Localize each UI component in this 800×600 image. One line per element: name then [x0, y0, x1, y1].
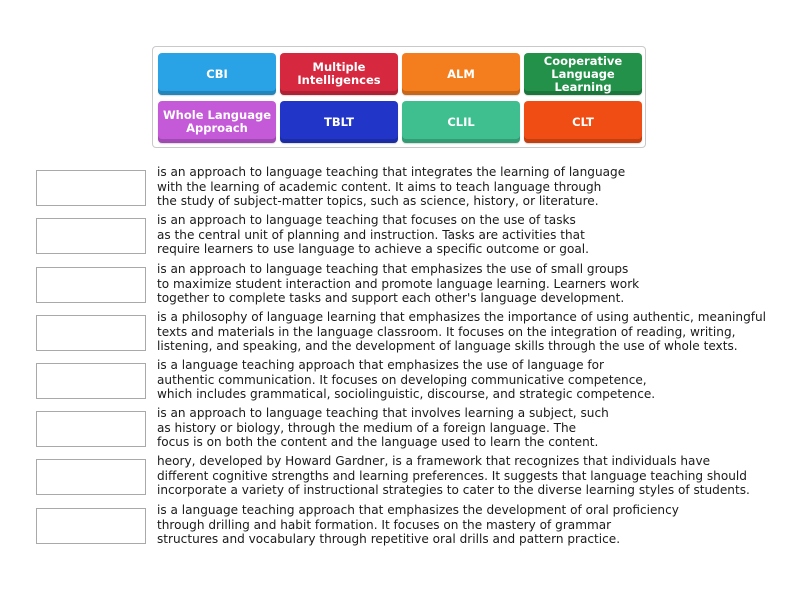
tile-clt[interactable]: CLT: [524, 101, 642, 143]
description-2: is an approach to language teaching that focuses on the use of tasks as the central unit of planning and instruction. Tasks are activities that require learners to use language to achieve a specific outcome or goal.: [157, 213, 589, 257]
drop-slot-3[interactable]: [36, 267, 146, 303]
drop-slot-2[interactable]: [36, 218, 146, 254]
drop-slot-8[interactable]: [36, 508, 146, 544]
description-8: is a language teaching approach that emphasizes the development of oral proficiency through drilling and habit formation. It focuses on the mastery of grammar structures and vocabulary through repetitive oral drills and pattern practice.: [157, 503, 679, 547]
drop-slot-5[interactable]: [36, 363, 146, 399]
tile-alm[interactable]: ALM: [402, 53, 520, 95]
description-6: is an approach to language teaching that involves learning a subject, such as history or biology, through the medium of a foreign language. The focus is on both the content and the language used to learn the content.: [157, 406, 609, 450]
tile-multiple-intelligences[interactable]: Multiple Intelligences: [280, 53, 398, 95]
tile-cbi[interactable]: CBI: [158, 53, 276, 95]
description-4: is a philosophy of language learning that emphasizes the importance of using authentic, meaningful texts and materials in the language classroom. It focuses on the integration of reading, writing, listening, and speaking, and the development of language skills through the use of whole texts.: [157, 310, 767, 354]
description-7: heory, developed by Howard Gardner, is a framework that recognizes that individuals have different cognitive strengths and learning preferences. It suggests that language teaching should incorporate a variety of instructional strategies to cater to the diverse learning styles of students.: [157, 454, 750, 498]
answer-tiles-panel: [152, 46, 646, 148]
tile-clil[interactable]: CLIL: [402, 101, 520, 143]
drop-slot-1[interactable]: [36, 170, 146, 206]
description-3: is an approach to language teaching that emphasizes the use of small groups to maximize student interaction and promote language learning. Learners work together to complete tasks and support each other's language development.: [157, 262, 640, 306]
drop-slot-6[interactable]: [36, 411, 146, 447]
description-5: is a language teaching approach that emphasizes the use of language for authentic communication. It focuses on developing communicative competence, which includes grammatical, sociolinguistic, discourse, and strategic competence.: [157, 358, 656, 402]
drop-slot-4[interactable]: [36, 315, 146, 351]
tile-cooperative-language-learning[interactable]: Cooperative Language Learning: [524, 53, 642, 95]
tile-tblt[interactable]: TBLT: [280, 101, 398, 143]
drop-slot-7[interactable]: [36, 459, 146, 495]
tile-whole-language-approach[interactable]: Whole Language Approach: [158, 101, 276, 143]
description-1: is an approach to language teaching that integrates the learning of language with the learning of academic content. It aims to teach language through the study of subject-matter topics, such as science, history, or literature.: [157, 165, 626, 209]
